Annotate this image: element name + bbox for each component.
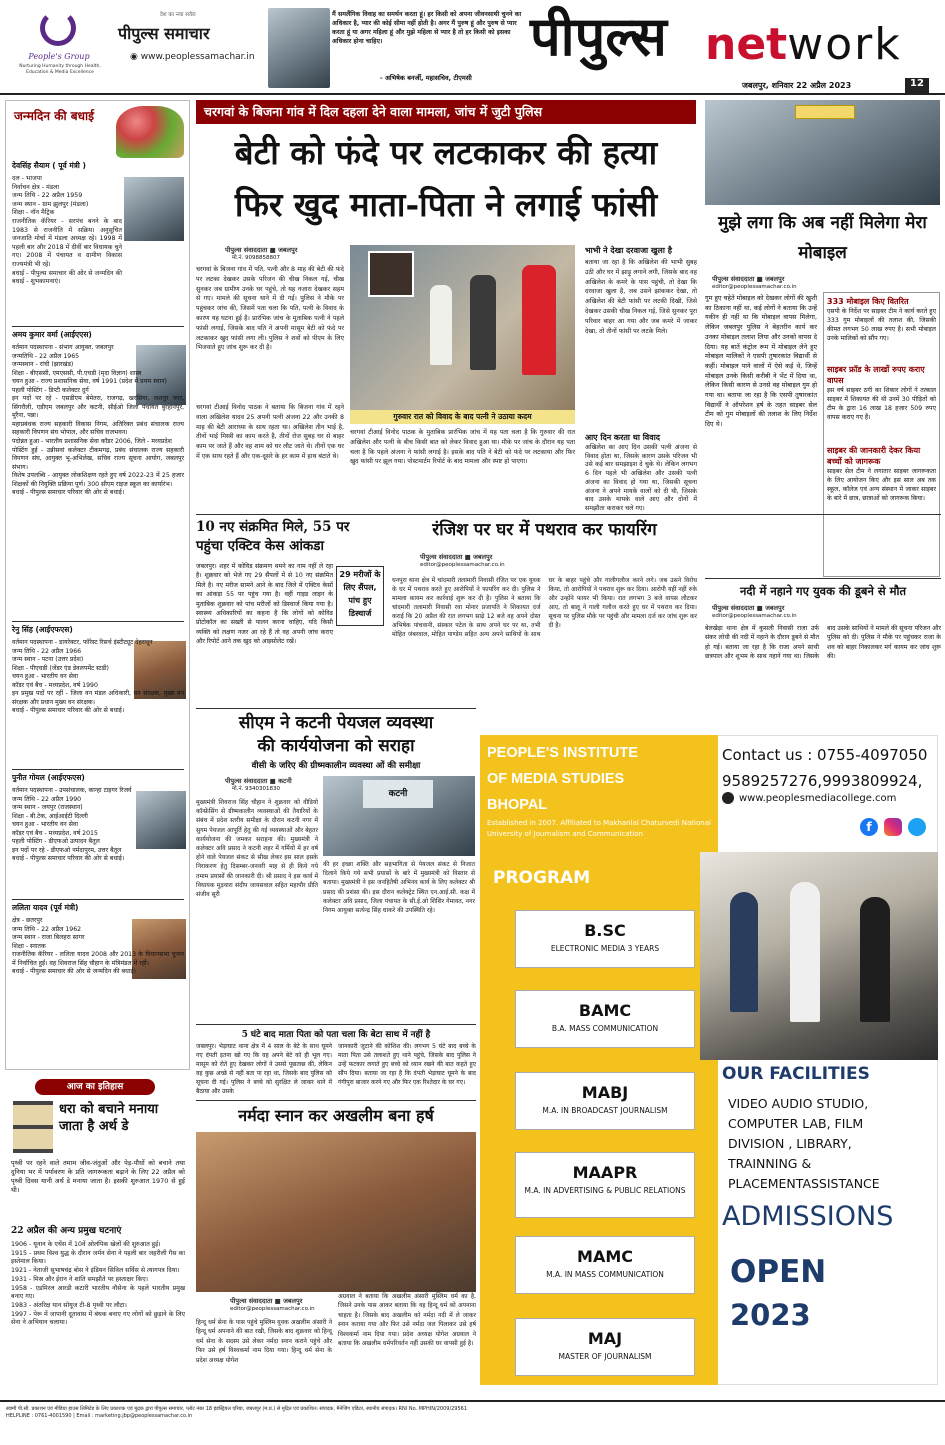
ad-admissions: ADMISSIONS — [722, 1201, 894, 1232]
birthday-name-5: ललिता यादव (पूर्व मंत्री) — [12, 903, 79, 912]
ad-open: OPEN — [730, 1254, 827, 1290]
box2-body: इस वर्ष साइबर ठगी का शिकार लोगों ने तत्काल साइबर में शिकायत की थी उनमें 30 पीड़ितों को टीम के द्वारा 16 लाख 18 हजार 509 रुपए वापस कराए गए हैं। — [827, 387, 936, 421]
ad-title-line1: PEOPLE'S INSTITUTE — [487, 745, 638, 761]
footer-helpline: HELPLINE : 0761-4001590 | Email : marketing.jbp@peoplessamachar.co.in — [6, 1413, 193, 1419]
program-code: B.SC — [584, 921, 626, 940]
program-maapr[interactable] — [515, 1152, 695, 1218]
masthead — [0, 0, 945, 95]
ad-contact — [722, 742, 937, 794]
program-code: BAMC — [578, 1001, 632, 1020]
ad-website-text: www.peoplesmediacollege.com — [739, 793, 897, 804]
figure-3 — [522, 265, 556, 375]
title-work: work — [787, 19, 902, 70]
globe-icon: ◉ — [130, 52, 141, 62]
cm-headline-2: की कार्ययोजना को सराहा — [257, 736, 415, 756]
samachar-logo: पीपुल्स समाचार — [118, 24, 210, 43]
divider — [12, 899, 184, 900]
quote-text: मैं समलैंगिक विवाह का समर्थन करता हूं। हर किसी को अपना जीवनसाथी चुनने का अधिकार है, प्यार की कोई सीमा नहीं होती है। अगर मैं पुरुष हूं और पुरुष से प्यार करता हूं या अगर महिला हूं और मुझे महिला से प्यार है तो हर किसी को इसका अधिकार होना चाहिए। — [332, 11, 522, 45]
lead-kicker: चरगवां के बिजना गांव में दिल दहला देने वाला मामला, जांच में जुटी पुलिस — [196, 100, 696, 124]
figure-2 — [470, 275, 496, 370]
peoples-group-logo — [40, 10, 76, 46]
ad-year: 2023 — [730, 1298, 811, 1332]
cm-byline: पीपुल्स संवाददाता ■ कटनी — [225, 777, 292, 785]
figure-1 — [430, 285, 452, 365]
birthday-text-4: वर्तमान पदस्थापना - उपसंचालक, कान्हा टाइगर रिजर्व जन्म तिथि - 22 अप्रैल 1990 जन्म स्थान - जयपुर (राजस्थान) शिक्षा - बी.टेक, आईआईटी दिल्ली चयन हुआ - भारतीय वन सेवा कॉडर एवं बैच - मध्यप्रदेश, वर्ष 2015 पहली पोस्टिंग - डीएफओ उत्पादन बैतूल इन पदों पर रहे - डीएफओ नर्मदापुरम, उत्तर बैतूल बधाई - पीपुल्स समाचार परिवार की ओर से बधाई। — [12, 787, 132, 863]
cm-headline-1: सीएम ने कटनी पेयजल व्यवस्था — [238, 713, 434, 733]
divider — [196, 1024, 476, 1025]
instagram-icon[interactable] — [884, 818, 902, 836]
narmada-body-1: हिन्दू धर्म सेना के पास पहुंचे मुस्लिम युवक अखलीम अंसारी ने हिन्दू धर्म अपनाने की बात रखी, जिसके बाद शुक्रवार को हिन्दू धर्म सेना के सदस्य उसे लेकर नर्मदा स्नान कराने पहुंचे और फिर उसे हर्ष विश्वकर्मा नाम दिया गया। हिन्दू धर्म सेना के प्रदेश अध्यक्ष योगेश — [196, 1319, 332, 1364]
birthday-heading: जन्मदिन की बधाई — [14, 109, 94, 123]
peoples-group-tagline: Nurturing Humanity through Health, Education & Media Excellence — [19, 64, 101, 75]
lead-col2: चरगवां टीआई विनोद पाठक ने बताया कि बिजना गांव में रहने वाला अखिलेश यादव 25 अपनी पत्नी अंजना 22 और उनकी 8 माह की बेटी आराध्या के साथ रहता था। अखिलेश तीन भाई है, तीनों भाई मिस्त्री का काम करते है, तीनों रोज सुबह घर से बाहर काम पर जाते हैं और वह शाम को घर लौट जाते थे। तीनों एक घर में एक साथ रहते हैं और एक-दूसरे के हर काम में हाथ बंटाते थे। — [196, 404, 344, 460]
drowning-body: बेलखेड़ा थाना क्षेत्र में कुसली निवासी राजा उर्फ संकर लोधी की नदी में नहाने के दौरान डूबने से मौत हो गई। बताया जा रहा है कि राजा अपने साथी छत्रपाल और शुभम के साथ नहाने गया था। जिसके बाद उसके साथियों ने मामले की सूचना परिजन और पुलिस को दी। पुलिस ने मौके पर पहुंचकर राजा के शव को बाहर निकालकर मर्ग कायम कर जांच शुरू की। — [705, 625, 941, 660]
cm-screen-label: कटनी — [363, 780, 433, 808]
cm-subhead: वीसी के जरिए की ग्रीष्मकालीन व्यवस्था ओं की समीक्षा — [251, 761, 421, 771]
facility-item: PLACEMENTASSISTANCE — [728, 1176, 880, 1191]
portrait-1 — [124, 177, 184, 241]
ad-contact-phones: 9589257276,9993809924, — [722, 772, 923, 790]
program-code: MABJ — [581, 1083, 629, 1102]
firing-body: धनपुरा थाना क्षेत्र में चांदमारी तलामारी निवासी रंजित पर एक युवक के घर में पथराव करते हुए आरोपियों ने फायरिंग कर दी। पुलिस ने मामला कायम कर कार्रवाई शुरू कर दी है। पुलिस ने बताया कि चांदमारी तलामारी निवासी रवा मोनार प्रजापति ने शिकायत दर्ज कराई कि 20 अप्रैल की रात लगभग साढ़े 12 बजे वह अपने दोस्त अभिषेक पांचवानी, संस्कार पटेल के साथ अपने घर पर था, तभी मोहित जंबरवाल, मोहित पाण्डेय सहित अन्य अपने साथियों के साथ घर के बाहर पहुंचे और गालीगलौज करने लगे। जब उसने विरोध किया, तो आरोपियों ने पथराव शुरू कर दिया। आरोपी यहीं नहीं रुके और उन्होंने फायर भी किया। रात लगभग 3 बजे वापस लौटकर आए, तो बालू ने गाली गलौज करते हुए घर में पथराव कर दिया। सूचना पर पुलिस मौके पर पहुंची और मामला दर्ज कर जांच शुरू कर दी है। — [392, 577, 697, 638]
program-name: M.A. IN MASS COMMUNICATION — [546, 1270, 664, 1279]
birthday-column — [5, 100, 190, 1070]
footer — [0, 1400, 945, 1445]
history-events-heading: 22 अप्रैल की अन्य प्रमुख घटनाएं — [11, 1226, 122, 1236]
students-photo — [700, 852, 938, 1060]
child-headline: 5 घंटे बाद माता पिता को पता चला कि बेटा साथ में नहीं है — [241, 1030, 431, 1040]
child-body-1: जबलपुर। भेड़ाघाट थाना क्षेत्र में 4 साल के बेटे के साथ घूमने गए दंपती इतना खो गए कि वह अपने बेटे को ही भूल गए। मासूम को रोते हुए देखकर लोगों ने उससे पूछताछ की, लेकिन वह कुछ अच्छे से नहीं बता पा रहा था, जिसके बाद पुलिस को सूचना दी गई। पुलिस ने बच्चे को सुरक्षित ले जाकर थाने में बैठाया और उसके — [196, 1043, 332, 1095]
lead-photo-caption: गुरुवार रात को विवाद के बाद पत्नी ने उठाया कदम — [350, 410, 575, 424]
program-name: B.A. MASS COMMUNICATION — [551, 1024, 659, 1033]
samachar-url[interactable] — [130, 52, 255, 62]
ad-website[interactable] — [722, 792, 896, 804]
samachar-tagline: देश का नया सवेरा — [160, 12, 196, 18]
firing-byline: पीपुल्स संवाददाता ■ जबलपुर — [420, 553, 493, 561]
student-3 — [860, 897, 890, 1022]
program-code: MAAPR — [572, 1163, 638, 1182]
inset-portrait — [368, 251, 414, 297]
cm-photo — [323, 776, 475, 856]
narmada-photo — [196, 1132, 476, 1292]
program-code: MAJ — [587, 1329, 623, 1348]
birthday-name-1: देवसिंह सैयाम ( पूर्व मंत्री ) — [12, 161, 86, 170]
birthday-text-5: क्षेत्र - छतरपुर जन्म तिथि - 22 अप्रैल 1962 जन्म स्थान - राजा बिलहरा सागर शिक्षा - स्नातक राजनीतिक कॅरियर - ललिता यादव 2008 और 2013 के विधानसभा चुनाव में निर्वाचित हुईं। वह शिवराज सिंह चौहान के मंत्रिमंडल में रहीं। बधाई - पीपुल्स समाचार की ओर से जन्मदिन की बधाई। — [12, 917, 184, 976]
program-bsc[interactable] — [515, 910, 695, 968]
mobile-story-sidebar — [823, 292, 940, 577]
firing-email: editor@peoplessamachar.co.in — [420, 562, 505, 568]
history-body: पृथ्वी पर रहने वाले तमाम जीव-जंतुओं और पेड़-पौधों को बचाने तथा दुनिया भर में पर्यावरण के प्रति जागरूकता बढ़ाने के लिए 22 अप्रैल को पृथ्वी दिवस यानी अर्थ डे मनाया जाता है। इसकी शुरुआत 1970 से हुई थी। — [11, 1159, 185, 1194]
footer-imprint: स्वामी पी.सी. प्रकाशन एवं मीडिया हाउस लिमिटेड के लिए प्रकाशक एवं मुद्रक द्वारा पीपुल्स समाचार, प्लॉट नंबर 18 इंडस्ट्रियल एरिया, जबलपुर (म.प्र.) से मुद्रित एवं प्रकाशित। संपादक, मैनेजिंग एडिटर, स्थानीय संपादक। RNI No. MPHIN/2009/29561 — [6, 1406, 468, 1412]
drowning-email: editor@peoplessamachar.co.in — [712, 613, 797, 619]
box3-heading: साइबर की जानकारी देकर किया बच्चों को जागरूक — [827, 446, 921, 466]
birthday-text-3: वर्तमान पदस्थापना - डायरेक्टर, फॉरेस्ट रिसर्च इंस्टीट्यूट देहरादून जन्म तिथि - 22 अप्रैल 1966 जन्म स्थान - पटना (उत्तर प्रदेश) शिक्षा - पीएचडी (जेंडर एंड डेवलपमेंट स्टडी) चयन हुआ - भारतीय वन सेवा कॉडर एवं बैच - मध्यप्रदेश, वर्ष 1990 इन प्रमुख पदों पर रहीं - जिला वन मंडल अधिकारी, वन संरक्षक, मुख्य वन संरक्षक और प्रधान मुख्य वन संरक्षक। बधाई - पीपुल्स समाचार परिवार की ओर से बधाई। — [12, 639, 184, 715]
lead-photo — [350, 245, 575, 410]
divider — [12, 769, 184, 770]
quote-author: - अभिषेक बनर्जी, महासचिव, टीएमसी — [380, 74, 472, 82]
birthday-text-2: वर्तमान पदस्थापना - संभाग आयुक्त, जबलपुर जन्मतिथि - 22 अप्रैल 1965 जन्मस्थान - रांची (झारखंड) शिक्षा - बीएससी, एमएससी, पी.एचडी (मृदा विज्ञान) शास्त्र चयन हुआ - राज्य प्रशासनिक सेवा, वर्ष 1991 (प्रदेश में प्रथम स्थान) पहली पोस्टिंग - डिप्टी कलेक्टर दुर्ग इन पदों पर रहे - एसडीएम बेमेतरा, राजगढ़, खरसिया, जशपुर नगर, सिंगरौली, एडीएम जबलपुर और कटनी, सीईओ जिला पंचायत बुरहानपुर, मुरैना, पन्ना। महाप्रबंधक राज्य सहकारी विकास निगम, अतिरिक्त प्रबंध संचालक राज्य सहकारी विपणन संघ भोपाल, और सचिव राजभवन। पदोन्नत हुआ - भारतीय प्रशासनिक सेवा कॉडर 2006, जिले - मध्यप्रदेश पोस्टिंग हुई - उन्नीसवां कलेक्टर टीकमगढ़, प्रबंध संचालक राज्य सहकारी विपणन संघ, आयुक्त भू-अभिलेख, सचिव राज्य सूचना आयोग, जबलपुर संभाग। विशेष उपलब्धि - आयुक्त लोकशिक्षण रहते हुए वर्ष 2022-23 में 25 हजार शिक्षकों की नियुक्ति प्रक्रिया पूर्ण। 300 सीएम राइज स्कूल का कार्यारंभ। बधाई - पीपुल्स समाचार परिवार की ओर से बधाई। — [12, 344, 184, 497]
history-events: 1906 - यूनान के एथेंस में 10वें ओलंपिक खेलों की शुरुआत हुई। 1915 - प्रथम विश्व युद्ध के दौरान जर्मन सेना ने पहली बार जहरीली गैस का इस्तेमाल किया। 1921 - नेताजी सुभाषचंद्र बोस ने इंडियन सिविल सर्विस से त्यागपत्र दिया। 1931 - मिस्र और ईरान ने शांति समझौते पर हस्ताक्षर किए। 1958 - एडमिरल आरडी कटारी भारतीय नौसेना के पहले भारतीय प्रमुख बनाए गए। 1983 - अंतरिक्ष यान सोयूज टी-8 पृथ्वी पर लौटा। 1997 - पेरू में जापानी दूतावास में बंधक बनाए गए लोगों को छुड़ाने के लिए सेना ने अभियान चलाया। — [11, 1241, 185, 1327]
cm-body-2: की हर इच्छा शक्ति और सहभागिता से पेयजल संकट से निजात दिलाने किये गये सभी प्रयासों के बारे में मुख्यमंत्री को विस्तार से बताया। मुख्यमंत्री ने इस जनहितैषी अभिनव कार्य के लिए कलेक्टर श्री प्रसाद की प्रशंसा की। इस दौरान कलेक्ट्रेट स्थित एन.आई.सी. कक्ष में कलेक्टर अवि प्रसाद, जिला पंचायत के सी.ई.ओ शिशिर गेमावत, नगर निगम आयुक्त सत्येन्द्र सिंह धाकरे की उपस्थिति रहे। — [323, 861, 475, 915]
program-bamc[interactable] — [515, 990, 695, 1048]
facility-item: VIDEO AUDIO STUDIO, — [728, 1096, 869, 1111]
ad-program-heading: PROGRAM — [493, 868, 591, 888]
firing-headline: रंजिश पर घर में पथराव कर फायरिंग — [432, 520, 657, 540]
twitter-icon[interactable] — [908, 818, 926, 836]
lead-col4: बताया जा रहा है कि अखिलेश की भाभी सुबह उठी और घर में झाड़ू लगाने लगी, जिसके बाद वह अखिलेश के कमरे के पास पहुंची, तो देखा कि दरवाजा खुला है, जब उसने झांककर देखा, तो अखिलेश की बेटी फांसी पर लटकी दिखी, जिसे देखकर उसकी चीख निकल गई, जिसे सुनकर पूरा परिवार बाहर आ गया और जब कमरे में जाकर देखा, तो तीनों फांसी पर लटके मिले। — [585, 259, 697, 335]
flower-bouquet-image — [116, 106, 184, 158]
ad-contact-phone: Contact us : 0755-4097050 — [722, 746, 928, 764]
dateline: जबलपुर, शनिवार 22 अप्रैल 2023 — [742, 81, 852, 90]
program-name: M.A. IN BROADCAST JOURNALISM — [542, 1106, 668, 1115]
drowning-byline: पीपुल्स संवाददाता ■ जबलपुर — [712, 604, 785, 612]
network-title-english — [705, 20, 902, 70]
divider — [12, 326, 184, 327]
quote-portrait — [268, 8, 330, 88]
hourglass-icon — [13, 1101, 53, 1153]
drowning-headline: नदी में नहाने गए युवक की डूबने से मौत — [739, 584, 907, 598]
narmada-headline: नर्मदा स्नान कर अखलीम बना हर्ष — [238, 1106, 434, 1125]
divider — [12, 621, 184, 622]
globe-icon — [722, 792, 734, 804]
narmada-body-2: अग्रवाल ने बताया कि अखलीम अंसारी मुस्लिम धर्म का है, जिसने उनके पास आकर बताया कि वह हिन्दू धर्म को अपनाना चाहता है। जिसके बाद अखलीम को नर्मदा नदी में ले जाकर स्नान कराया गया और फिर उसे नर्मदा जल पिलाकर उसे हर्ष विश्वकर्मा नाम दिया गया। प्रदेश अध्यक्ष योगेश अग्रवाल ने बताया कि अखलीम धर्मपरिवर्तन नहीं उसकी घर वापसी हुई है। — [338, 1293, 476, 1348]
mobile-story-headline: मुझे लगा कि अब नहीं मिलेगा मेरा मोबाइल — [718, 213, 927, 263]
facebook-icon[interactable]: f — [860, 818, 878, 836]
page-number: 12 — [905, 78, 929, 94]
cm-mobile: मो.नं. 9340301830 — [232, 786, 281, 792]
birthday-name-2: अमय कुमार वर्मा (आईएएस) — [12, 330, 92, 339]
narmada-byline: पीपुल्स संवाददाता ■ जबलपुर — [230, 1297, 303, 1305]
lead-col4-heading: भाभी ने देखा दरवाजा खुला है — [585, 245, 672, 255]
ad-facilities-list — [728, 1094, 938, 1194]
divider — [196, 1100, 476, 1101]
lead-headline-1: बेटी को फंदे पर लटकाकर की हत्या — [234, 133, 658, 172]
peoples-group-name: People's Group — [28, 52, 90, 61]
mobile-story-photo — [705, 100, 940, 205]
lead-col4-heading-2: आए दिन करता था विवाद — [585, 432, 661, 442]
ad-title-line3: BHOPAL — [487, 797, 548, 813]
lead-headline-2: फिर खुद माता-पिता ने लगाई फांसी — [234, 185, 658, 224]
box2-heading: साइबर फ्रॉड के लाखों रुपए कराए वापस — [827, 365, 925, 385]
student-2 — [790, 882, 820, 1022]
lead-col3: चरगवां टीआई विनोद पाठक के मुताबिक प्रारंभिक जांच में यह पता चला है कि गुरुवार की रात अखिलेश और पत्नी के बीच किसी बात को लेकर विवाद हुआ था। मौके पर जांच के दौरान यह पता चला है कि पहले अंजना ने फांसी लगाई है। इसके बाद पति ने बेटी को फंदे पर लटकाया और फिर खुद फांसी पर झूल गया। पोस्टमार्टम रिपोर्ट के बाद मामला और स्पष्ट हो पाएगा। — [350, 429, 575, 466]
narmada-email: editor@peoplessamachar.co.in — [230, 1306, 315, 1312]
program-code: MAMC — [577, 1247, 633, 1266]
lead-byline: पीपुल्स संवाददाता ■ जबलपुर — [225, 246, 298, 254]
facility-item: DIVISION , LIBRARY, — [728, 1136, 852, 1151]
covid-box: 29 मरीजों के लिए सैंपल, पांच हुए डिस्चार्ज — [336, 566, 384, 626]
lead-mobile: मो.नं. 9098858807 — [232, 255, 281, 261]
lead-col4b: अखिलेश का आए दिन उसकी पत्नी अंजना से विवाद होता था, जिसके कारण उसके परिजन भी उसे कई बार समझाइश दे चुके थे। लेकिन लगभग 6 दिन पहले भी अखिलेश और उसकी पत्नी अंजना का विवाद हो गया था, जिसकी सूचना अंजना ने अपने मायके वालों को दी थी, जिसके बाद उसके मायके वाले आए और दोनों में समझौता कराकर चले गए। — [585, 444, 697, 512]
cm-body-1: मुख्यमंत्री शिवराज सिंह चौहान ने शुक्रवार को वीडियो कॉन्फ्रेंसिंग से ग्रीष्मकालीन व्यवस्थाओं की तैयारियों के संबंध में प्रदेश स्तरीय समीक्षा के दौरान कटनी नगर में सुगम पेयजल आपूर्ति हेतु की गई व्यवस्थाओं और बेहतर कार्ययोजना की जमकर सराहना की। मुख्यमंत्री ने कलेक्टर अवि प्रसाद ने कटनी शहर में गर्मियों में हर वर्ष होने वाले पेयजल संकट से सीख लेकर इस साल इसके निराकरण हेतु दिसम्बर-जनवरी माह से ही किये गये तमाम प्रयासों की जानकारी दी। श्री प्रसाद ने इस कार्य में विधायक मुड़वारा संदीप जायसवाल सहित महापौर प्रीति संजीव सूरी — [196, 799, 318, 899]
lead-col1: चरगवां के बिजना गांव में पति, पत्नी और 8 माह की बेटी की फंदे पर लटका देखकर उसके परिजन की चीख निकल गई, चीख सुनकर जब ग्रामीण उनके घर पहुंचे, तो यह नजारा देखकर सहम से गए। मामले की सूचना थाने में दी गई। पुलिस ने मौके पर पहुंचकर जांच की, जिसमें पता चला कि पति, पत्नी के विवाद के कारण यह घटना हुई है। प्रारंभिक जांच के मुताबिक पत्नी ने पहले फांसी लगाई, जिसके बाद पति ने अपनी मासूम बेटी को फंदे पर लटकाकर खुद फांसी लगा ली। पुलिस ने शवों को पीएम के लिए भिजवाते हुए जांच शुरू कर दी है। — [196, 266, 344, 352]
student-1 — [730, 892, 758, 1012]
covid-body: जबलपुर। शहर में कोविड संक्रमण थमने का नाम नहीं ले रहा है। शुक्रवार को भेजे गए 29 सैंपलों में से 10 नए संक्रमित मिले है। नए मरीज सामने आने के बाद जिले में एक्टिव केसों का आंकड़ा 55 पर पहुंच गया है। वहीं गाइड लाइन के मुताबिक शुक्रवार को पांच मरीजों को डिस्चार्ज किया गया है। स्वास्थ्य अधिकारियों का कहना है कि लोगों को कोविड प्रोटोकॉल का सख्ती से पालन करना चाहिए, यदि किसी व्यक्ति को लक्षण नजर आ रहे हैं तो वह अपनी जांच कराए और रिपोर्ट आने तक खुद को आइसोलेट रखें। — [196, 563, 333, 646]
network-title-hindi: पीपुल्स — [530, 4, 667, 68]
history-tag: आज का इतिहास — [35, 1079, 155, 1095]
mobile-story-body: गुम हुए चहेते मोबाइल को देखकर लोगों की खुशी का ठिकाना नहीं था, कई लोगों ने बताया कि उन्हें यकीन ही नहीं था कि मोबाइल वापस मिलेगा, लेकिन जबलपुर पुलिस ने बेहतरीन कार्य कर उनका मोबाइल तलाश लिया और उनको वापस दे दिया। यह बातें कंट्रोल रूम में मोबाइल लेने हुए मोबाइल मालिकों ने एसपी तुषारकांत विद्यार्थी से कहीं। मोबाइल पाने वालों में ऐसे कई थे, जिन्हें मोबाइल उनके किसी करीबी ने भेंट में दिया था, लेकिन किसी कारण से उनसे वह मोबाइल गुम हो गया था। बताया जा रहा है कि एसपी तुषारकांत विद्यार्थी ने ऑपरेशन हर्ष के तहत साइबर सेल टीम को गुम मोबाइलों की तलाश के लिए निर्देश दिए थे। — [705, 294, 817, 429]
program-mamc[interactable] — [515, 1236, 695, 1294]
mobile-story-email: editor@peoplessamachar.co.in — [712, 284, 797, 290]
ad-facilities-heading: OUR FACILITIES — [722, 1064, 870, 1084]
program-mabj[interactable] — [515, 1072, 695, 1130]
divider — [196, 708, 476, 709]
program-name: ELECTRONIC MEDIA 3 YEARS — [550, 944, 660, 953]
birthday-text-1: दल - भाजपा निर्वाचन क्षेत्र - मंडला जन्म तिथि - 22 अप्रैल 1959 जन्म स्थान - ग्राम झुलपुर (मंडला) शिक्षा - नॉन मैट्रिक राजनीतिक कॅरियर - सरपंच बनने के बाद 1983 से राजनीति में सक्रिय। अनुसूचित जनजाति मोर्चा में मंडला अध्यक्ष रहे। 1998 में पहली बार और 2018 में दीवीं बार विधायक चुने गए। 2008 में पंचायत व ग्रामीण विकास राज्यमंत्री भी रहे। बधाई - पीपुल्स समाचार की ओर से जन्मदिन की बधाई - शुभकामनाएं। — [12, 175, 122, 286]
facility-item: COMPUTER LAB, FILM — [728, 1116, 864, 1131]
birthday-name-4: पुनीत गोयल (आईएफएस) — [12, 773, 85, 782]
ad-title — [487, 740, 638, 818]
facility-item: TRAINNING & — [728, 1156, 812, 1171]
birthday-name-3: रेनु सिंह (आईएफएस) — [12, 625, 73, 634]
covid-headline: 10 नए संक्रमित मिले, 55 पर पहुंचा एक्टिव केस आंकडा — [196, 519, 350, 554]
mobile-story-byline: पीपुल्स संवाददाता ■ जबलपुर — [712, 275, 785, 283]
ad-title-line2: OF MEDIA STUDIES — [487, 771, 625, 787]
history-heading: धरा को बचाने मनाया जाता है अर्थ डे — [59, 1102, 159, 1134]
program-name: MASTER OF JOURNALISM — [558, 1352, 652, 1361]
box3-body: साइबर सेल टीम ने लगातार साइबर जागरूकता के लिए आयोजन किए और इस साल अब तक स्कूल, कॉलेज एवं अन्य संस्थान में जाकर साइबर के बारे में छात्र, छात्राओं को जागरूक किया। — [827, 468, 936, 502]
box1-body: एसपी के निर्देश पर साइबर टीम ने कार्य करते हुए 333 गुम मोबाइलों की तलाश की, जिसकी कीमत लगभग 50 लाख रुपए है। सभी मोबाइल उनके मालिकों को सौंप गए। — [827, 308, 936, 342]
program-name: M.A. IN ADVERTISING & PUBLIC RELATIONS — [524, 1186, 686, 1195]
divider — [196, 514, 941, 515]
banner — [795, 105, 855, 119]
samachar-url-text: www.peoplessamachar.in — [140, 52, 255, 62]
child-body-2: जानकारी जुटाने की कोशिश की। लगभग 5 घंटे बाद बच्चे के माता पिता उसे तलाशते हुए थाने पहुंचे, जिसके बाद पुलिस ने उन्हें फटकार लगाते हुए बच्चे को ध्यान रखने की बात कहते हुए सौंप दिया। बताया जा रहा है कि दंपती भेड़ाघाट घूमने के बाद गंगीपुरा बाजार करने गए और फिर एक रिश्तेदार के घर गए। — [338, 1043, 476, 1086]
program-maj[interactable] — [515, 1318, 695, 1376]
ad-established: Established in 2007. Affiliated to Makhanlal Chaturvedi National University of Journalism and Communication — [487, 819, 711, 838]
box1-heading: 333 मोबाइल किए वितरित — [827, 297, 909, 306]
divider — [705, 578, 941, 579]
title-net: net — [705, 19, 788, 70]
history-section — [5, 1075, 190, 1397]
